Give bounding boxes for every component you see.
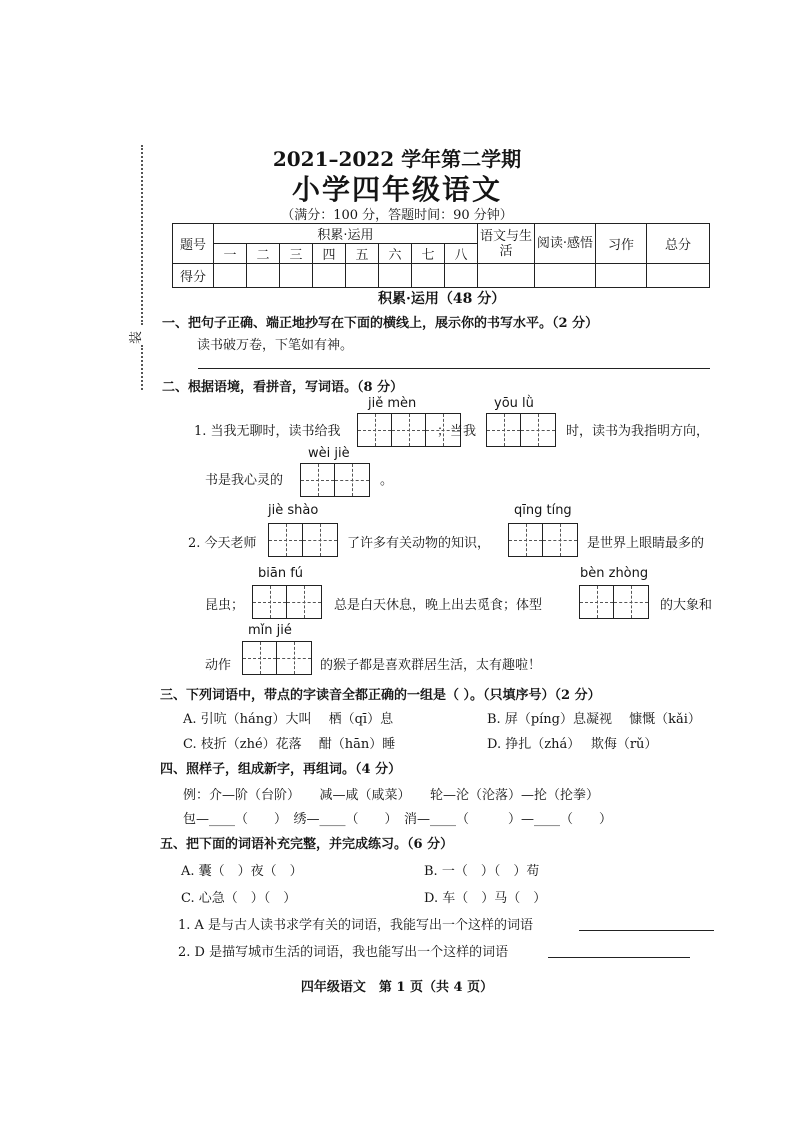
score-table-group-label: 积累·运用 bbox=[214, 224, 478, 244]
score-table-num: 五 bbox=[346, 244, 379, 264]
score-table-item-label: 题号 bbox=[173, 224, 214, 264]
score-table-score-label: 得分 bbox=[173, 264, 214, 288]
pinyin-jiemen: jiě mèn bbox=[368, 396, 417, 411]
q1-answer-line[interactable] bbox=[198, 368, 710, 369]
q2-p2-d: 昆虫； bbox=[205, 598, 245, 613]
score-table-col-total: 总分 bbox=[647, 224, 710, 264]
q2-p2-e: 总是白天休息，晚上出去觅食；体型 bbox=[334, 598, 543, 613]
q5-answer-line-1[interactable] bbox=[579, 930, 714, 931]
score-cell[interactable] bbox=[647, 264, 710, 288]
answer-box-weijie[interactable] bbox=[300, 463, 370, 497]
pinyin-jieshao: jiè shào bbox=[268, 503, 319, 518]
answer-box-qingting[interactable] bbox=[508, 523, 578, 557]
score-cell[interactable] bbox=[445, 264, 478, 288]
score-cell[interactable] bbox=[214, 264, 247, 288]
q5-sentence-2: 2. D 是描写城市生活的词语，我也能写出一个这样的词语 bbox=[178, 945, 509, 960]
answer-box-benzhong[interactable] bbox=[579, 585, 649, 619]
binding-margin-line-bottom bbox=[141, 345, 143, 390]
exam-info: （满分：100 分，答题时间：90 分钟） bbox=[281, 208, 513, 223]
pinyin-bianfu: biān fú bbox=[258, 566, 304, 581]
score-table-num: 三 bbox=[280, 244, 313, 264]
page-footer: 四年级语文 第 1 页（共 4 页） bbox=[300, 980, 494, 995]
score-table bbox=[172, 223, 710, 288]
subject-title: 小学四年级语文 bbox=[291, 173, 502, 206]
q3-option-a[interactable]: A. 引吭（háng）大叫 栖（qī）息 bbox=[183, 712, 394, 727]
score-cell[interactable] bbox=[535, 264, 596, 288]
score-cell[interactable] bbox=[346, 264, 379, 288]
q5-sentence-1: 1. A 是与古人读书求学有关的词语，我能写出一个这样的词语 bbox=[178, 918, 534, 933]
year-title: 2021–2022 学年第二学期 bbox=[272, 147, 522, 171]
score-cell[interactable] bbox=[280, 264, 313, 288]
pinyin-minjie: mǐn jié bbox=[248, 623, 292, 638]
score-cell[interactable] bbox=[478, 264, 535, 288]
q2-p1-c: 时，读书为我指明方向， bbox=[566, 424, 710, 439]
q5-title: 五、把下面的词语补充完整，并完成练习。（6 分） bbox=[160, 837, 454, 852]
answer-box-minjie[interactable] bbox=[242, 641, 312, 675]
pinyin-youlv: yōu lǜ bbox=[494, 396, 534, 411]
score-cell[interactable] bbox=[596, 264, 647, 288]
q1-sentence: 读书破万卷，下笔如有神。 bbox=[197, 338, 354, 353]
q5-answer-line-2[interactable] bbox=[548, 957, 690, 958]
score-cell[interactable] bbox=[379, 264, 412, 288]
q3-option-b[interactable]: B. 屏（píng）息凝视 慷慨（kǎi） bbox=[487, 712, 701, 727]
q2-p2-c: 是世界上眼睛最多的 bbox=[587, 536, 705, 551]
score-table-col-reading: 阅读·感悟 bbox=[535, 224, 596, 264]
q2-p1-b: ；当我 bbox=[437, 424, 477, 439]
q5-c[interactable]: C. 心急（ ）（ ） bbox=[181, 891, 297, 906]
score-table-num: 一 bbox=[214, 244, 247, 264]
q4-title: 四、照样子，组成新字，再组词。（4 分） bbox=[160, 762, 402, 777]
q2-p2-h: 的猴子都是喜欢群居生活，太有趣啦！ bbox=[320, 658, 542, 673]
answer-box-youlv[interactable] bbox=[486, 413, 556, 447]
pinyin-benzhong: bèn zhòng bbox=[580, 566, 649, 581]
answer-box-bianfu[interactable] bbox=[252, 585, 322, 619]
score-table-num: 八 bbox=[445, 244, 478, 264]
score-table-col-writing: 习作 bbox=[596, 224, 647, 264]
score-table-col-yuwen: 语文与生活 bbox=[478, 224, 535, 264]
score-cell[interactable] bbox=[313, 264, 346, 288]
answer-box-jieshao[interactable] bbox=[268, 523, 338, 557]
pinyin-weijie: wèi jiè bbox=[308, 446, 350, 461]
q2-p2-b: 了许多有关动物的知识， bbox=[347, 536, 491, 551]
score-table-num: 七 bbox=[412, 244, 445, 264]
q3-option-d[interactable]: D. 挣扎（zhá） 欺侮（rǔ） bbox=[487, 737, 658, 752]
section-title: 积累·运用（48 分） bbox=[378, 291, 506, 307]
q5-a[interactable]: A. 囊（ ）夜（ ） bbox=[181, 864, 303, 879]
binding-margin-label: 装 bbox=[129, 330, 145, 345]
q3-title: 三、下列词语中，带点的字读音全都正确的一组是（ ）。（只填序号）（2 分） bbox=[160, 688, 601, 703]
q2-p2-f: 的大象和 bbox=[660, 598, 713, 613]
q4-answer-line[interactable]: 包—____（ ） 绣—____（ ） 消—____（ ）—____（ ） bbox=[183, 812, 613, 827]
q1-title: 一、把句子正确、端正地抄写在下面的横线上，展示你的书写水平。（2 分） bbox=[162, 316, 599, 331]
q2-p1-d: 书是我心灵的 bbox=[205, 473, 284, 488]
score-table-num: 四 bbox=[313, 244, 346, 264]
pinyin-qingting: qīng tíng bbox=[514, 503, 572, 518]
q5-b[interactable]: B. 一（ ）（ ）苟 bbox=[424, 864, 540, 879]
q2-title: 二、根据语境，看拼音，写词语。（8 分） bbox=[162, 380, 404, 395]
q2-p1-e: 。 bbox=[380, 473, 394, 488]
score-table-num: 二 bbox=[247, 244, 280, 264]
score-table-num: 六 bbox=[379, 244, 412, 264]
q2-p2-a: 2. 今天老师 bbox=[188, 536, 257, 551]
q5-d[interactable]: D. 车（ ）马（ ） bbox=[424, 891, 547, 906]
q2-p1-a: 1. 当我无聊时，读书给我 bbox=[194, 424, 341, 439]
q4-example: 例：介—阶（台阶） 减—咸（咸菜） 轮—沦（沦落）—抡（抡拳） bbox=[183, 788, 600, 803]
q3-option-c[interactable]: C. 枝折（zhé）花落 酣（hān）睡 bbox=[183, 737, 396, 752]
score-cell[interactable] bbox=[412, 264, 445, 288]
score-cell[interactable] bbox=[247, 264, 280, 288]
q2-p2-g: 动作 bbox=[205, 658, 232, 673]
